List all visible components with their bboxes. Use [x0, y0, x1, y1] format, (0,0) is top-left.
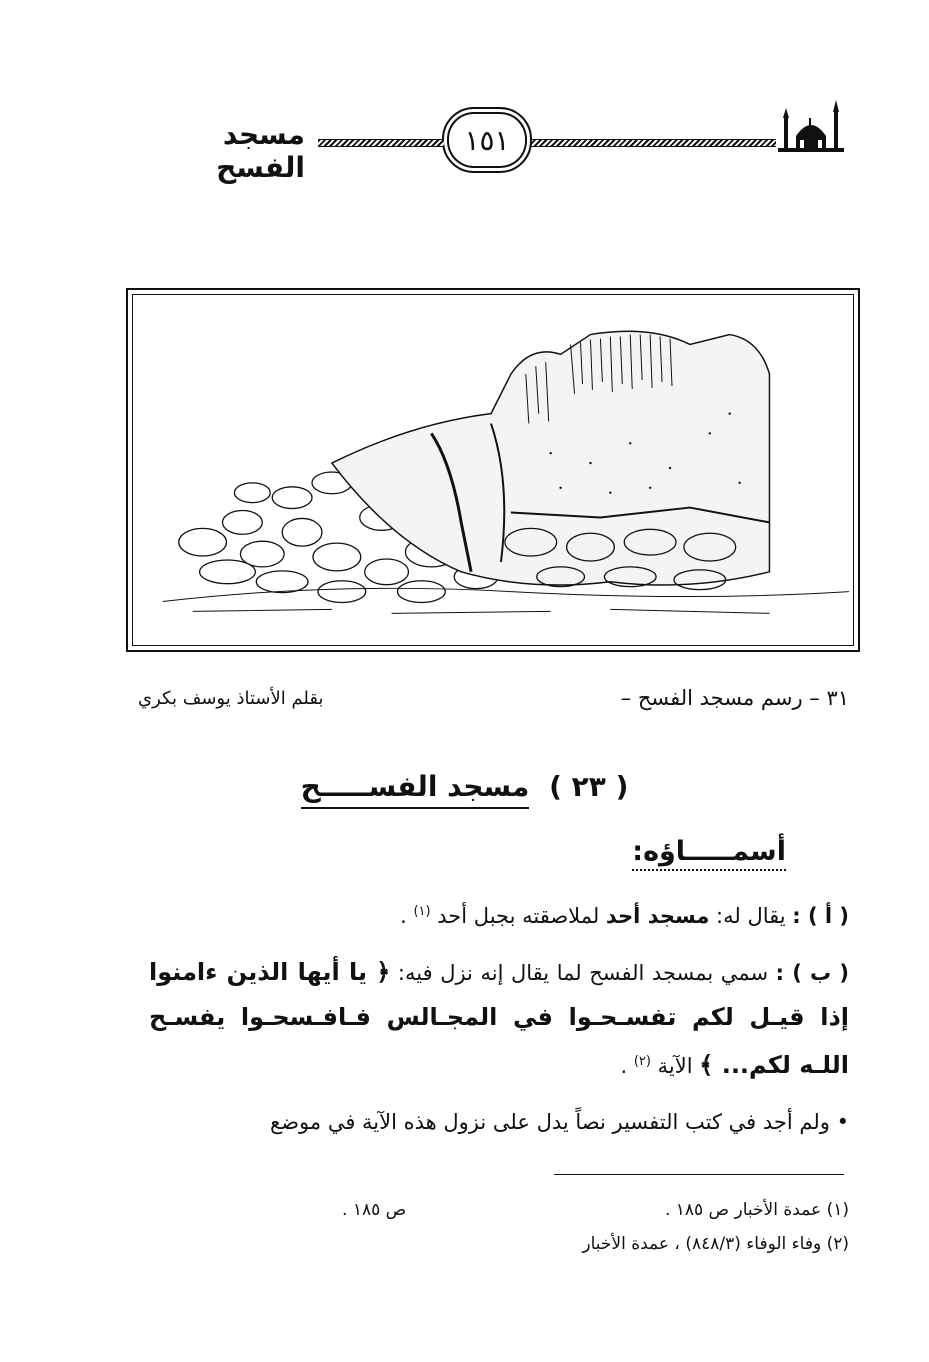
paragraph-a: [229, 890, 849, 938]
bullet-icon: •: [836, 1110, 849, 1134]
paragraph-b: [149, 950, 849, 1088]
paragraph-c: [149, 1100, 849, 1144]
footnote-ref-2: (٢): [633, 1054, 651, 1069]
footnote-ref-1: (١): [413, 904, 431, 919]
paragraph-a-end: .: [400, 904, 407, 928]
section-number: ( ٢٣ ): [549, 770, 629, 803]
paragraph-b-text2: الآية: [657, 1054, 693, 1078]
mosque-ruin-sketch: [132, 294, 854, 646]
running-header-title: مسجد الفسح: [216, 118, 305, 184]
paragraph-c-text: ولم أجد في كتب التفسير نصاً يدل على نزول هذه الآية في موضع: [270, 1110, 830, 1134]
paragraph-a-label: ( أ ) :: [792, 904, 849, 928]
header-rope-divider: [528, 139, 776, 147]
header-rope-divider: [318, 139, 444, 147]
footnote-divider: [554, 1174, 844, 1175]
section-heading: [0, 770, 929, 803]
figure-caption: ٣١ – رسم مسجد الفسح –: [620, 686, 849, 710]
figure-credit: بقلم الأستاذ يوسف بكري: [138, 688, 324, 709]
footnote-1: (١) عمدة الأخبار ص ١٨٥ .: [664, 1200, 849, 1220]
paragraph-a-text2: لملاصقته بجبل أحد: [437, 904, 600, 928]
quran-verse: ﴿ يا أيها الذين ءامنوا إذا قيـل لكم تفسـحـوا في المجـالس فـافـسحـوا يفسـح اللـه لكم... ﴾: [149, 958, 849, 1079]
section-title: مسجد الفســـــح: [301, 770, 530, 809]
mosque-minaret-icon: [776, 96, 846, 154]
paragraph-a-bold: مسجد أحد: [605, 904, 710, 928]
illustration-frame: [126, 288, 860, 652]
names-subheading: أسمـــــاؤه:: [632, 836, 786, 871]
page-number-badge: [442, 107, 532, 173]
footnote-1-page: ص ١٨٥ .: [342, 1200, 407, 1220]
footnote-2: (٢) وفاء الوفاء (٨٤٨/٣) ، عمدة الأخبار: [582, 1234, 849, 1254]
paragraph-a-text1: يقال له:: [716, 904, 786, 928]
paragraph-b-text1: سمي بمسجد الفسح لما يقال إنه نزل فيه:: [397, 961, 769, 985]
paragraph-b-label: ( ب ) :: [775, 961, 849, 985]
page-number: ١٥١: [464, 123, 510, 157]
paragraph-b-end: .: [620, 1054, 628, 1078]
